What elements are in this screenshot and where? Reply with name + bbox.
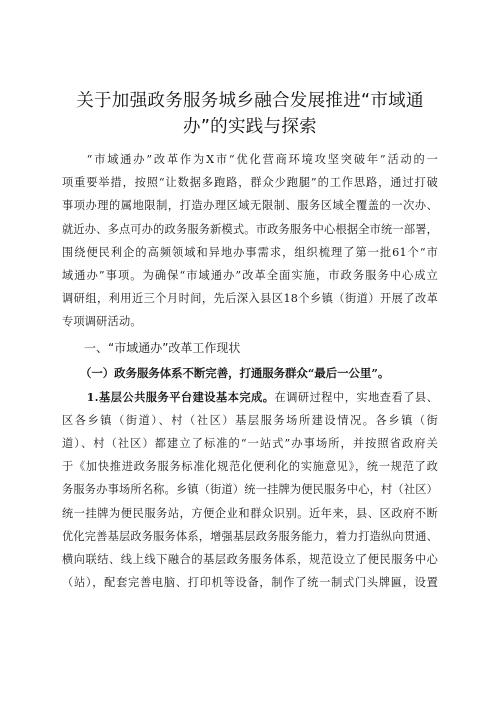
item-paragraph — [62, 386, 438, 595]
intro-line: “市域通办”改革作为X市“优化营商环境攻坚突破年”活动的一 — [86, 153, 438, 166]
item-line: 区各乡镇（街道）、村（社区）基层服务场所建设情况。各乡镇（街 — [62, 413, 438, 427]
item-first-line — [62, 386, 438, 409]
intro-line: 专项调研活动。 — [62, 315, 142, 329]
item-line: 务服务办事场所名称。乡镇（街道）统一挂牌为便民服务中心，村（社区） — [62, 483, 438, 497]
intro-line: 就近办、多点可办的政务服务新模式。市政务服务中心根据全市统一部署， — [62, 222, 438, 236]
item-line: （站），配套完善电脑、打印机等设备，制作了统一制式门头牌匾，设置 — [62, 576, 438, 590]
document-title-line: 办”的实践与探索 — [183, 117, 317, 137]
subsection-heading: （一）政务服务体系不断完善，打通服务群众“最后一公里”。 — [80, 365, 390, 380]
item-line-text: 在调研过程中，实地查看了县、 — [274, 390, 438, 404]
intro-paragraph — [62, 148, 438, 334]
document-title — [62, 88, 438, 148]
intro-line: 事项办理的属地限制，打造办理区域无限制、服务区域全覆盖的一次办、 — [62, 199, 438, 213]
item-line: 统一挂牌为便民服务站，方便企业和群众识别。近年来，县、区政府不断 — [62, 506, 438, 520]
item-lead: 1.基层公共服务平台建设基本完成。 — [86, 389, 275, 404]
item-line: 于《加快推进政务服务标准化规范化便利化的实施意见》，统一规范了政 — [62, 460, 438, 474]
item-line: 横向联结、线上线下融合的基层政务服务体系，规范设立了便民服务中心 — [62, 553, 438, 567]
intro-line: 域通办”事项。为确保“市域通办”改革全面实施，市政务服务中心成立 — [62, 269, 438, 283]
document-title-line: 关于加强政务服务城乡融合发展推进“市域通 — [76, 91, 424, 111]
intro-line: 围绕便民利企的高频领域和异地办事需求，组织梳理了第一批61个“市 — [62, 245, 438, 259]
item-line: 优化完善基层政务服务体系，增强基层政务服务能力，着力打造纵向贯通、 — [62, 529, 438, 543]
intro-line: 项重要举措，按照“让数据多跑路，群众少跑腿”的工作思路，通过打破 — [62, 176, 438, 190]
item-line: 道）、村（社区）都建立了标准的“一站式”办事场所，并按照省政府关 — [62, 437, 438, 451]
intro-line: 调研组，利用近三个月时间，先后深入县区18个乡镇（街道）开展了改革 — [62, 292, 438, 306]
section-heading: 一、“市域通办”改革工作现状 — [84, 340, 241, 355]
